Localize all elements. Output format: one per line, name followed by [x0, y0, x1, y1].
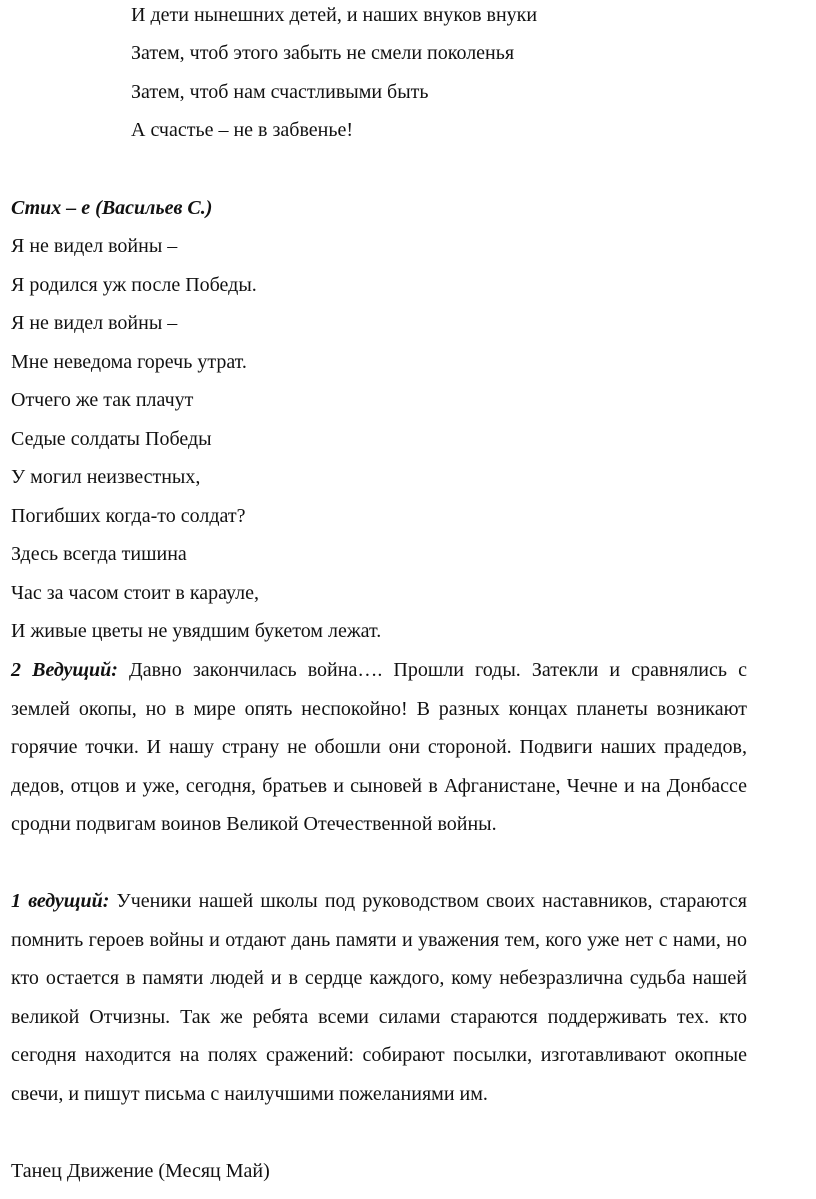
host1-text: Ученики нашей школы под руководством своих наставников, стараются помнить героев войны и отдают дань памяти и уважения тем, кого уже нет с нами, но кто остается в памяти людей и в сердце каждого, кому небезразлична судьба нашей великой Отчизны. Так же ребята всеми силами стараются поддерживать тех. кто сегодня находится на полях сражений: собирают посылки, изготавливают окопные свечи, и пишут письма с наилучшими пожеланиями им.	[11, 890, 747, 1105]
poem-line: Час за часом стоит в карауле,	[11, 582, 259, 604]
host2-text: Давно закончилась война…. Прошли годы. Затекли и сравнялись с землей окопы, но в мире опять неспокойно! В разных концах планеты возникают горячие точки. И нашу страну не обошли они стороной. Подвиги наших прадедов, дедов, отцов и уже, сегодня, братьев и сыновей в Афганистане, Чечне и на Донбассе сродни подвигам воинов Великой Отечественной войны.	[11, 659, 747, 835]
poem-line: И живые цветы не увядшим букетом лежат.	[11, 620, 382, 642]
host2-paragraph	[11, 651, 747, 844]
host1-speaker: 1 ведущий:	[11, 890, 110, 912]
poem-line: У могил неизвестных,	[11, 466, 201, 488]
host1-paragraph	[11, 882, 747, 1113]
stanza-line: И дети нынешних детей, и наших внуков внуки	[131, 4, 538, 26]
stanza-line: А счастье – не в забвенье!	[131, 119, 354, 141]
stanza-line: Затем, чтоб этого забыть не смели поколенья	[131, 42, 515, 64]
poem-line: Погибших когда-то солдат?	[11, 505, 246, 527]
poem-line: Мне неведома горечь утрат.	[11, 351, 247, 373]
closing-line: Танец Движение (Месяц Май)	[11, 1160, 270, 1182]
stanza-line: Затем, чтоб нам счастливыми быть	[131, 81, 429, 103]
poem-title: Стих – е (Васильев С.)	[11, 197, 213, 219]
poem-line: Я не видел войны –	[11, 312, 178, 334]
host2-speaker: 2 Ведущий:	[11, 659, 118, 681]
poem-line: Отчего же так плачут	[11, 389, 194, 411]
poem-line: Я не видел войны –	[11, 235, 178, 257]
poem-line: Здесь всегда тишина	[11, 543, 187, 565]
poem-line: Седые солдаты Победы	[11, 428, 212, 450]
poem-line: Я родился уж после Победы.	[11, 274, 257, 296]
